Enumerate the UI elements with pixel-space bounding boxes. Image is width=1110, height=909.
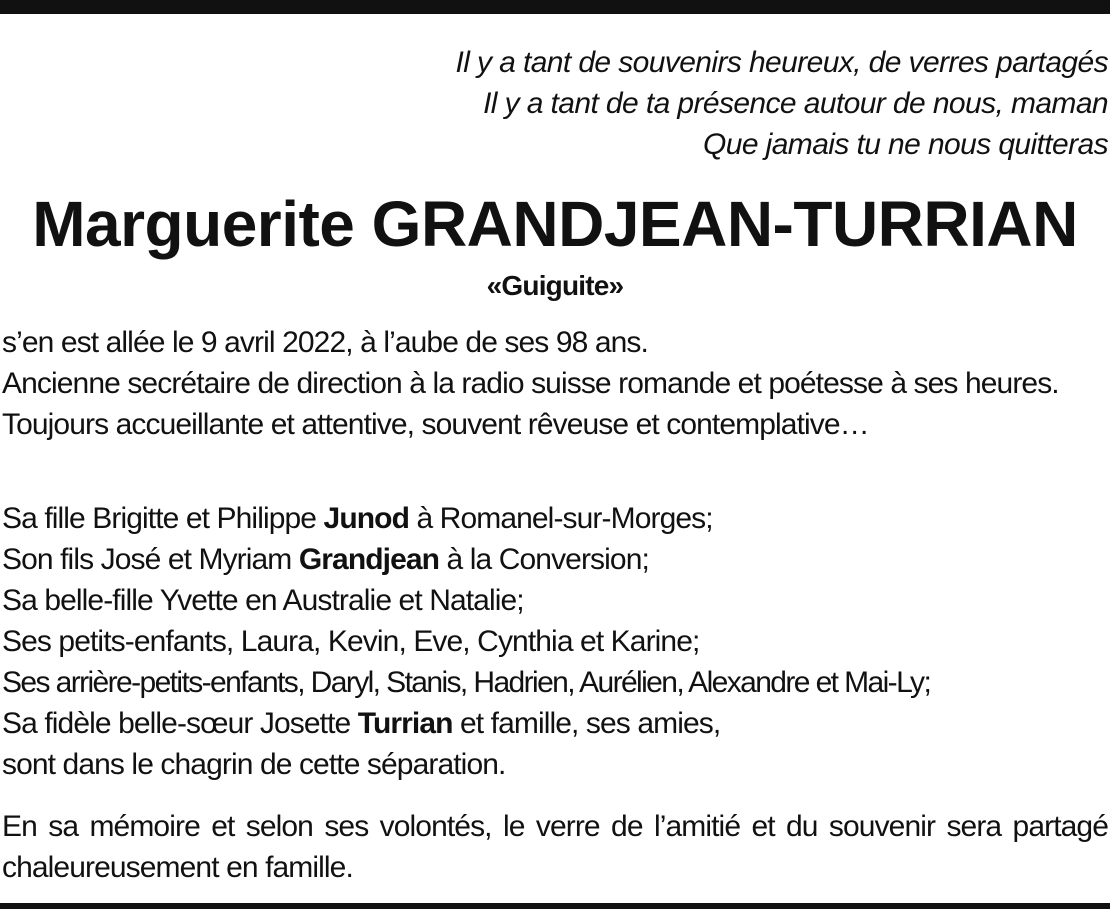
family-text: Son fils José et Myriam	[2, 543, 299, 576]
family-surname: Junod	[323, 502, 410, 535]
intro-line: Ancienne secrétaire de direction à la radio suisse romande et poétesse à ses heures.	[2, 367, 1059, 400]
top-rule	[0, 0, 1110, 14]
family-text: à Romanel-sur-Morges;	[409, 502, 713, 535]
family-surname: Grandjean	[298, 543, 440, 576]
family-list	[2, 498, 1108, 785]
family-line: Ses arrière-petits-enfants, Daryl, Stanis, Hadrien, Aurélien, Alexandre et Mai-Ly;	[2, 666, 931, 699]
family-line	[2, 498, 1108, 539]
closing-paragraph	[2, 806, 1108, 888]
family-text: Sa fille Brigitte et Philippe	[2, 502, 324, 535]
intro-paragraph	[2, 322, 1108, 445]
family-line	[2, 539, 1108, 580]
intro-line: Toujours accueillante et attentive, souvent rêveuse et contemplative…	[2, 408, 869, 441]
family-text: à la Conversion;	[439, 543, 649, 576]
family-line: Ses petits-enfants, Laura, Kevin, Eve, Cynthia et Karine;	[2, 625, 700, 658]
poem-line: Il y a tant de ta présence autour de nous, maman	[483, 87, 1108, 120]
poem-line: Il y a tant de souvenirs heureux, de verres partagés	[455, 46, 1108, 79]
family-line: sont dans le chagrin de cette séparation.	[2, 748, 506, 781]
bottom-rule	[0, 903, 1110, 909]
intro-line: s’en est allée le 9 avril 2022, à l’aube de ses 98 ans.	[2, 326, 648, 359]
closing-text: En sa mémoire et selon ses volontés, le verre de l’amitié et du souvenir sera partagé chaleureusement en famille.	[2, 810, 1108, 884]
deceased-nickname: «Guiguite»	[486, 270, 624, 301]
family-surname: Turrian	[357, 707, 453, 740]
deceased-name: Marguerite GRANDJEAN-TURRIAN	[32, 188, 1078, 260]
family-text: et famille, ses amies,	[452, 707, 721, 740]
poem-line: Que jamais tu ne nous quitteras	[703, 128, 1108, 161]
family-text: Sa fidèle belle-sœur Josette	[2, 707, 358, 740]
poem	[455, 42, 1108, 165]
family-line: Sa belle-fille Yvette en Australie et Natalie;	[2, 584, 524, 617]
family-line	[2, 703, 1108, 744]
